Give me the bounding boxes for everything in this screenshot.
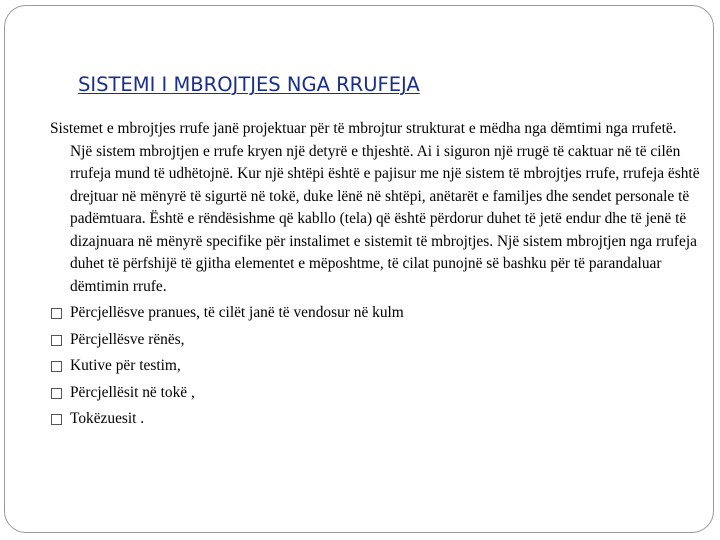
list-item [50, 327, 700, 354]
slide-title: SISTEMI I MBROJTJES NGA RRUFEJA [78, 73, 420, 96]
checkbox-bullet-icon [51, 388, 62, 399]
list-item-text: Tokëzuesit . [70, 410, 145, 427]
checkbox-bullet-icon [51, 335, 62, 346]
list-item [50, 406, 700, 433]
list-item-text: Përcjellësit në tokë , [70, 383, 195, 401]
list-item [50, 353, 700, 380]
checkbox-bullet-icon [51, 361, 62, 372]
body-paragraph: Sistemet e mbrojtjes rrufe janë projektuar për të mbrojtur strukturat e mëdha nga dëmtimi nga rrufetë. Një sistem mbrojtjen e rrufe kryen një detyrë e thjeshtë. Ai i siguron një rrugë të caktuar në të cilën rrufeja mund të udhëtojnë. Kur një shtëpi është e pajisur me një sistem të mbrojtjes rrufe, rrufeja është drejtuar në mënyrë të sigurtë në tokë, duke lënë në shtëpi, anëtarët e familjes dhe sendet personale të padëmtuara. Është e rëndësishme që kabllo (tela) që është përdorur duhet të jetë endur dhe të jenë të dizajnuara në mënyrë specifike për instalimet e sistemit të mbrojtjes. Një sistem mbrojtjen nga rrufeja duhet të përfshijë të gjitha elementet e mëposhtme, të cilat punojnë së bashku për të parandaluar dëmtimin rrufe. [50, 120, 700, 295]
list-item [50, 380, 700, 407]
checkbox-bullet-icon [51, 414, 62, 425]
bullet-list [50, 300, 700, 433]
checkbox-bullet-icon [51, 308, 62, 319]
list-item-text: Përcjellësve pranues, të cilët janë të vendosur në kulm [70, 304, 404, 321]
list-item [50, 300, 700, 327]
slide-body [50, 118, 700, 433]
list-item-text: Përcjellësve rënës, [70, 330, 185, 348]
list-item-text: Kutive për testim, [70, 357, 181, 374]
